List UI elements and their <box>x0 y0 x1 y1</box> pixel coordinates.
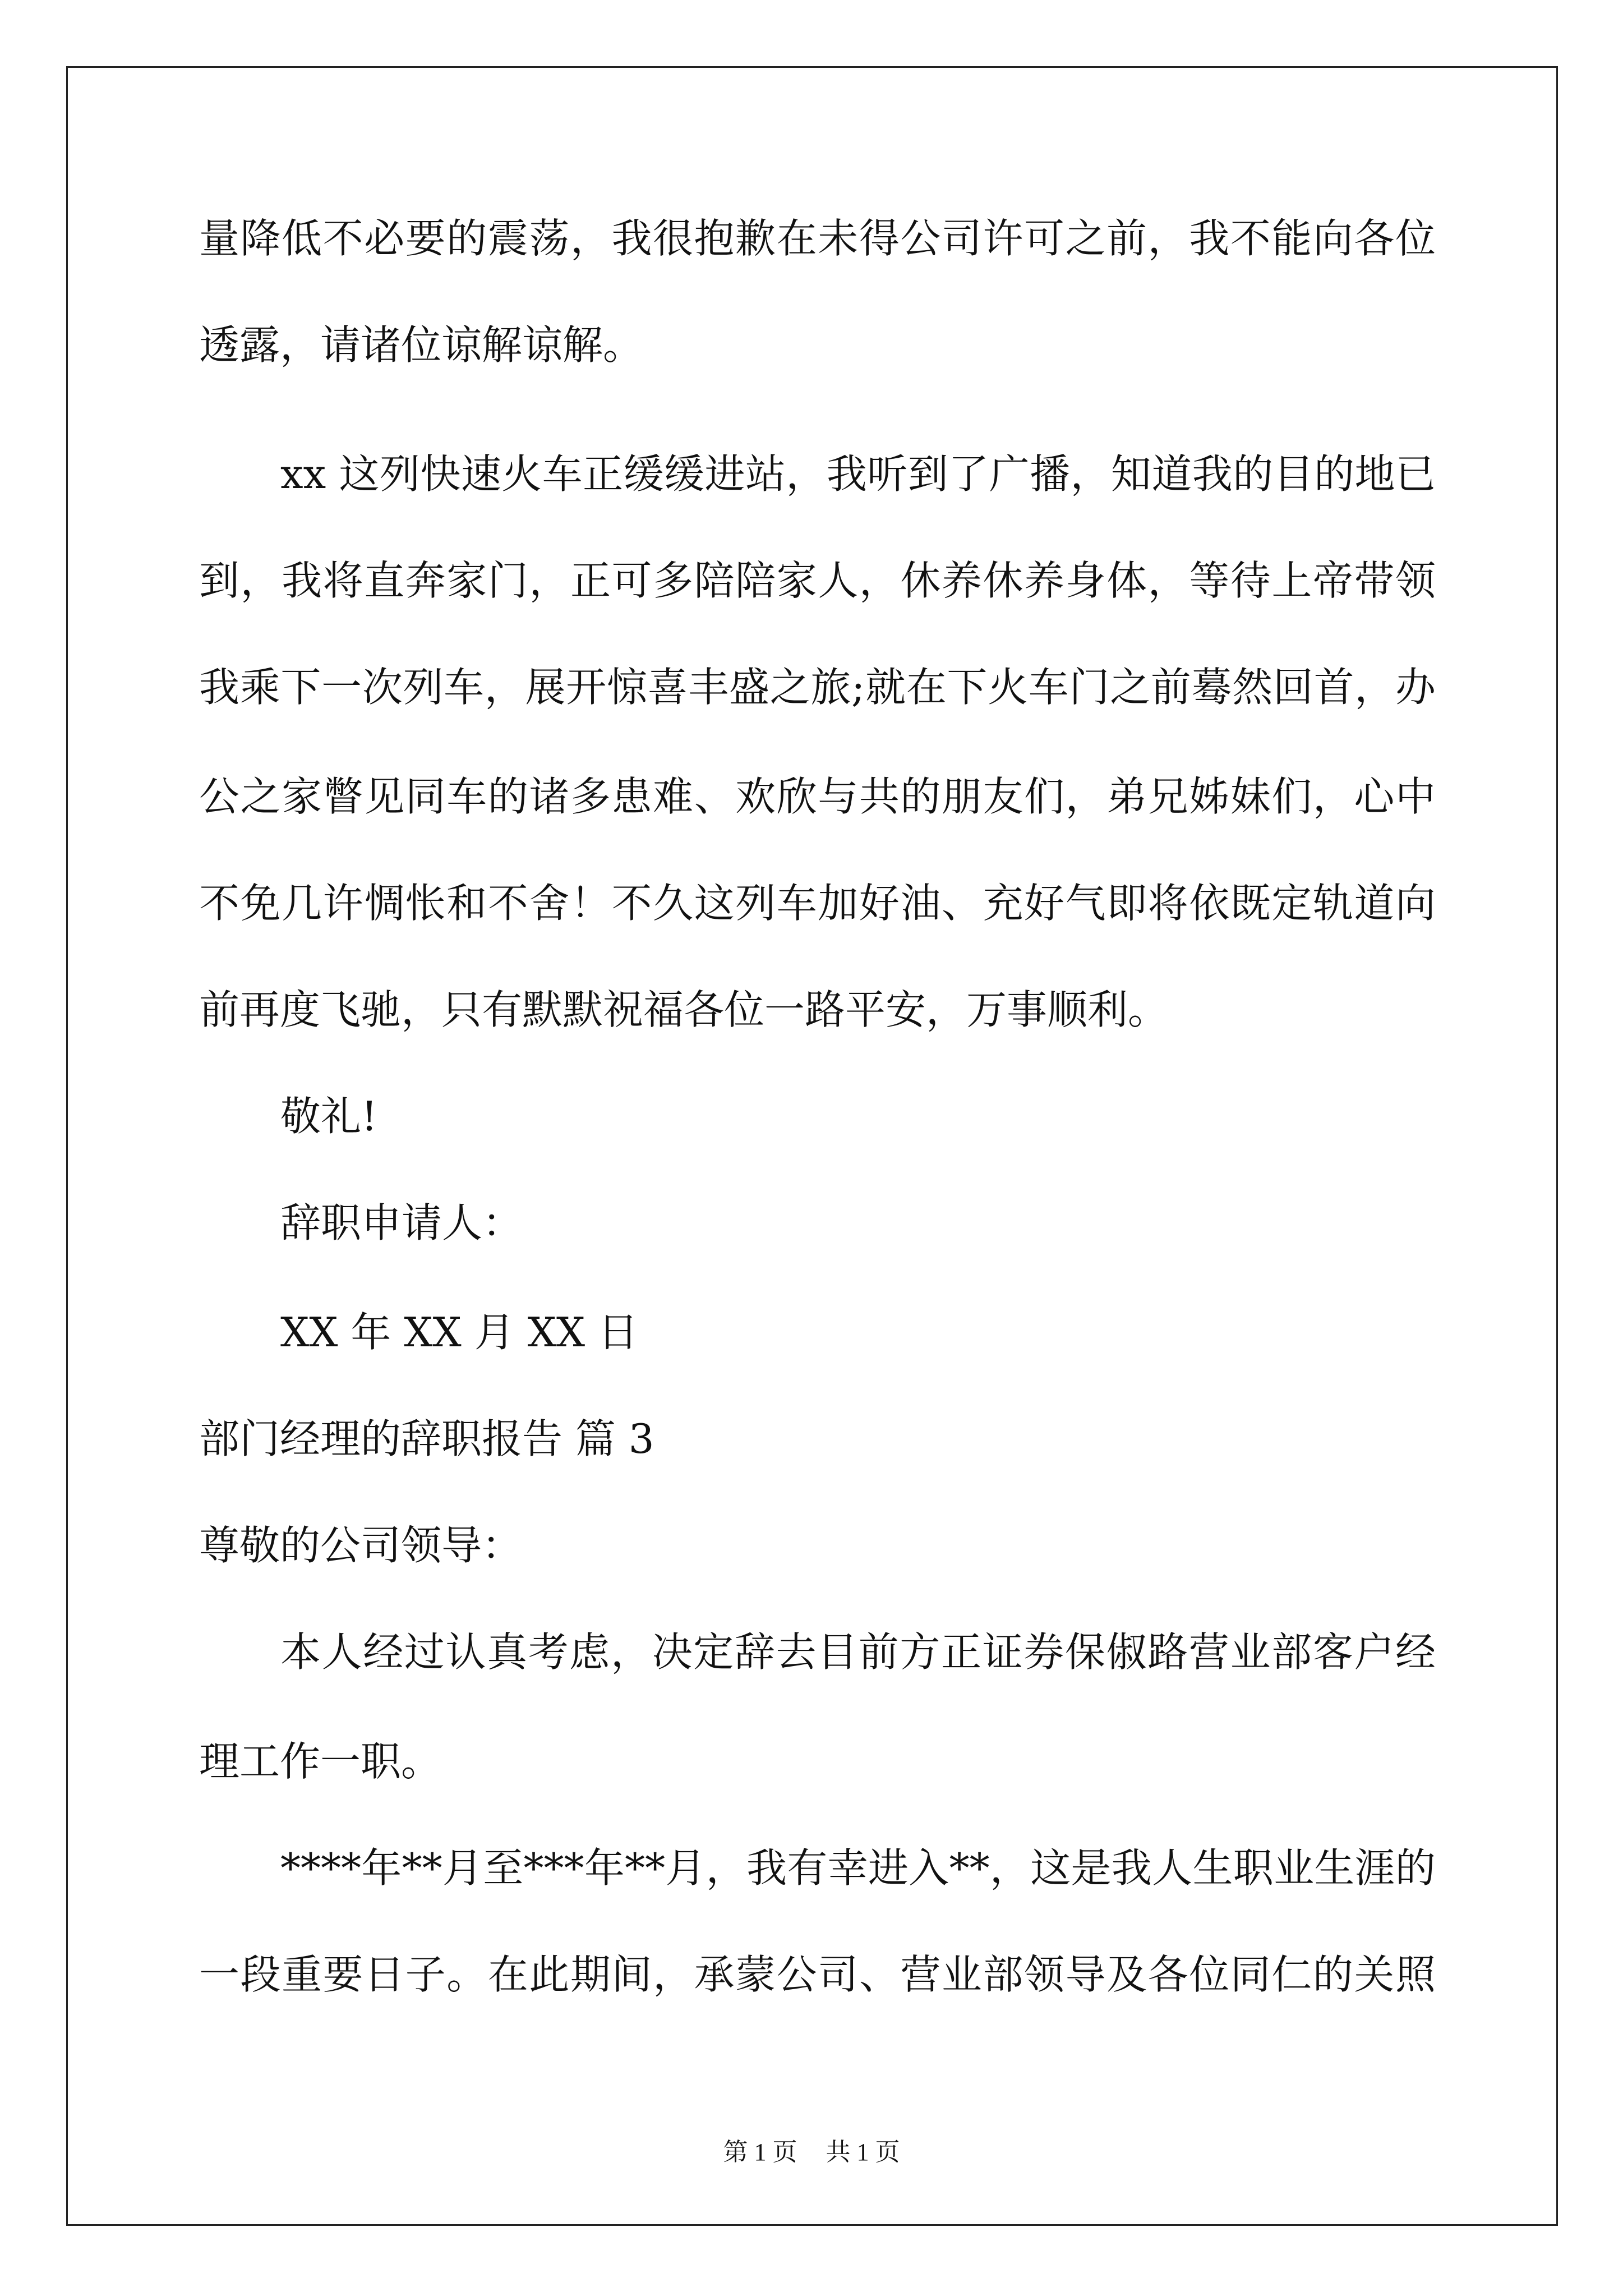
closing-salutation: 敬礼! <box>280 1093 377 1140</box>
page-total: 共 1 页 <box>826 2138 900 2166</box>
paragraph-line: ****年**月至***年**月，我有幸进入**，这是我人生职业生涯的 <box>280 1844 1436 1892</box>
date-line: XX 年 XX 月 XX 日 <box>280 1309 638 1356</box>
greeting: 尊敬的公司领导： <box>199 1522 523 1569</box>
page-border <box>66 66 1558 2226</box>
page-footer <box>0 2132 1623 2168</box>
paragraph-line: 前再度飞驰，只有默默祝福各位一路平安，万事顺利。 <box>199 986 1169 1033</box>
section-title: 部门经理的辞职报告 篇 3 <box>199 1415 654 1462</box>
paragraph-line: 我乘下一次列车，展开惊喜丰盛之旅;就在下火车门之前蓦然回首，办 <box>199 664 1436 711</box>
paragraph-line: 理工作一职。 <box>199 1738 442 1785</box>
paragraph-line: 透露，请诸位谅解谅解。 <box>199 321 644 369</box>
paragraph-line: 本人经过认真考虑，决定辞去目前方正证券保俶路营业部客户经 <box>280 1628 1436 1676</box>
paragraph-line: 一段重要日子。在此期间，承蒙公司、营业部领导及各位同仁的关照 <box>199 1951 1436 1998</box>
paragraph-line: 公之家瞥见同车的诸多患难、欢欣与共的朋友们，弟兄姊妹们，心中 <box>199 773 1436 820</box>
paragraph-line: 到，我将直奔家门，正可多陪陪家人，休养休养身体，等待上帝带领 <box>199 557 1436 604</box>
signature-label: 辞职申请人： <box>280 1199 523 1246</box>
page-number: 第 1 页 <box>723 2138 797 2166</box>
paragraph-line: 不免几许惆怅和不舍！不久这列车加好油、充好气即将依既定轨道向 <box>199 880 1436 927</box>
paragraph-line: 量降低不必要的震荡，我很抱歉在未得公司许可之前，我不能向各位 <box>199 215 1436 262</box>
paragraph-line: xx 这列快速火车正缓缓进站，我听到了广播，知道我的目的地已 <box>280 450 1436 498</box>
